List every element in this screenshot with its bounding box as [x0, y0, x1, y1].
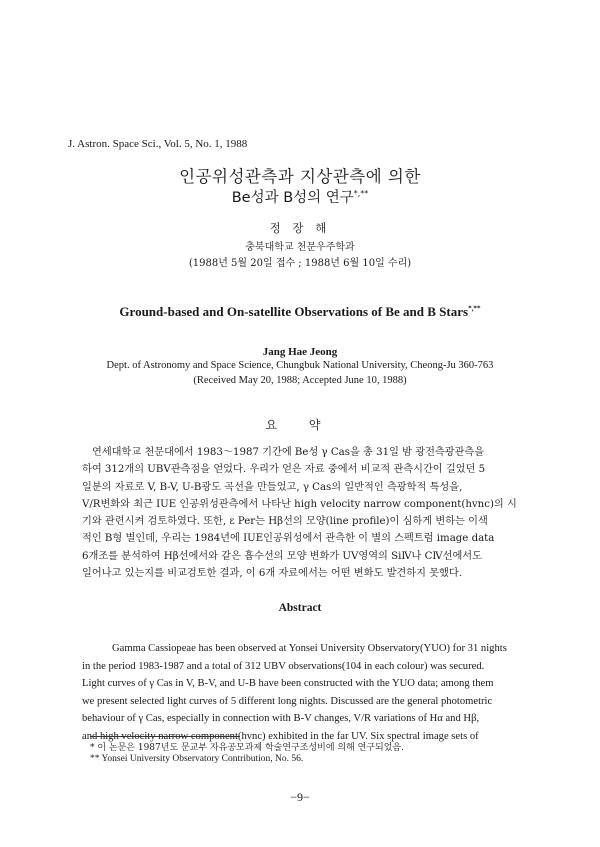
english-title-marks: *,**	[468, 304, 481, 313]
english-abstract-line: and high velocity narrow component(hvnc) exhibited in the far UV. Six spectral image sets of	[82, 730, 479, 742]
korean-abstract-line: 연세대학교 천문대에서 1983～1987 기간에 Be성 γ Cas을 총 31일 밤 광전측광관측을	[92, 447, 485, 458]
english-abstract-body	[82, 640, 522, 745]
korean-abstract-line: 하여 312개의 UBV관측점을 얻었다. 우리가 얻은 자료 중에서 비교적 관측시간이 길었던 5	[82, 464, 486, 476]
english-abstract-line: we present selected light curves of 5 different long nights. Discussed are the general photometric	[82, 695, 493, 707]
korean-title-line2	[0, 186, 600, 207]
korean-abstract-line: 기와 관련시켜 검토하였다. 또한, ε Per는 Hβ선의 모양(line profile)이 심하게 변하는 이색	[82, 516, 488, 528]
korean-title-line1: 인공위성관측과 지상관측에 의한	[179, 167, 421, 186]
english-affiliation: Dept. of Astronomy and Space Science, Chungbuk National University, Cheong-Ju 360-763	[106, 360, 494, 371]
korean-abstract-body	[82, 444, 522, 582]
korean-abstract-heading: 요 약	[265, 418, 335, 432]
korean-affiliation: 충북대학교 천문우주학과	[245, 242, 355, 253]
korean-abstract-line: 일어나고 있는지를 비교검토한 결과, 이 6개 자료에서는 어떤 변화도 발견하지 못했다.	[82, 568, 462, 580]
english-author: Jang Hae Jeong	[262, 346, 338, 358]
korean-abstract-line: V/R변화와 최근 IUE 인공위성관측에서 나타난 high velocity narrow component(hvnc)의 시	[82, 498, 517, 510]
korean-abstract-line: 6개조를 분석하여 Hβ선에서와 같은 흡수선의 모양 변화가 UV영역의 SiⅣ나 CⅣ선에서도	[82, 550, 482, 562]
korean-title-marks: *,**	[353, 189, 369, 199]
english-abstract-line: Light curves of γ Cas in V, B-V, and U-B have been constructed with the YUO data; among them	[82, 678, 494, 689]
korean-abstract-line: 일분의 자료로 V, B-V, U-B광도 곡선을 만들었고, γ Cas의 일반적인 측광학적 특성을,	[82, 481, 463, 493]
footnote-contribution: ** Yonsei University Observatory Contribution, No. 56.	[90, 754, 304, 764]
korean-abstract-line: 적인 B형 별인데, 우리는 1984년에 IUE인공위성에서 관측한 이 별의 스펙트럼 image data	[82, 533, 495, 545]
english-abstract-heading: Abstract	[278, 602, 322, 614]
korean-author: 정 장 해	[269, 221, 331, 235]
page-number: −9−	[290, 790, 310, 804]
korean-received-dates: (1988년 5월 20일 접수 ; 1988년 6월 10일 수리)	[188, 258, 412, 269]
footnote-funding: * 이 논문은 1987년도 문교부 자유공모과제 학술연구조성비에 의해 연구되었음.	[90, 743, 404, 753]
english-received-dates: (Received May 20, 1988; Accepted June 10, 1988)	[193, 375, 407, 386]
english-abstract-line: Gamma Cassiopeae has been observed at Yonsei University Observatory(YUO) for 31 nights	[112, 643, 507, 654]
english-abstract-line: in the period 1983-1987 and a total of 312 UBV observations(104 in each colour) was secured.	[82, 660, 485, 672]
english-title	[0, 304, 600, 320]
korean-title-line2-text: Be성과 B성의 연구	[231, 190, 354, 206]
english-abstract-line: behaviour of γ Cas, especially in connection with B-V changes, V/R variations of Hα and Hβ,	[82, 713, 480, 724]
journal-citation: J. Astron. Space Sci., Vol. 5, No. 1, 1988	[68, 138, 248, 150]
english-title-text: Ground-based and On-satellite Observations of Be and B Stars	[119, 304, 469, 319]
footnote-rule	[90, 736, 240, 737]
